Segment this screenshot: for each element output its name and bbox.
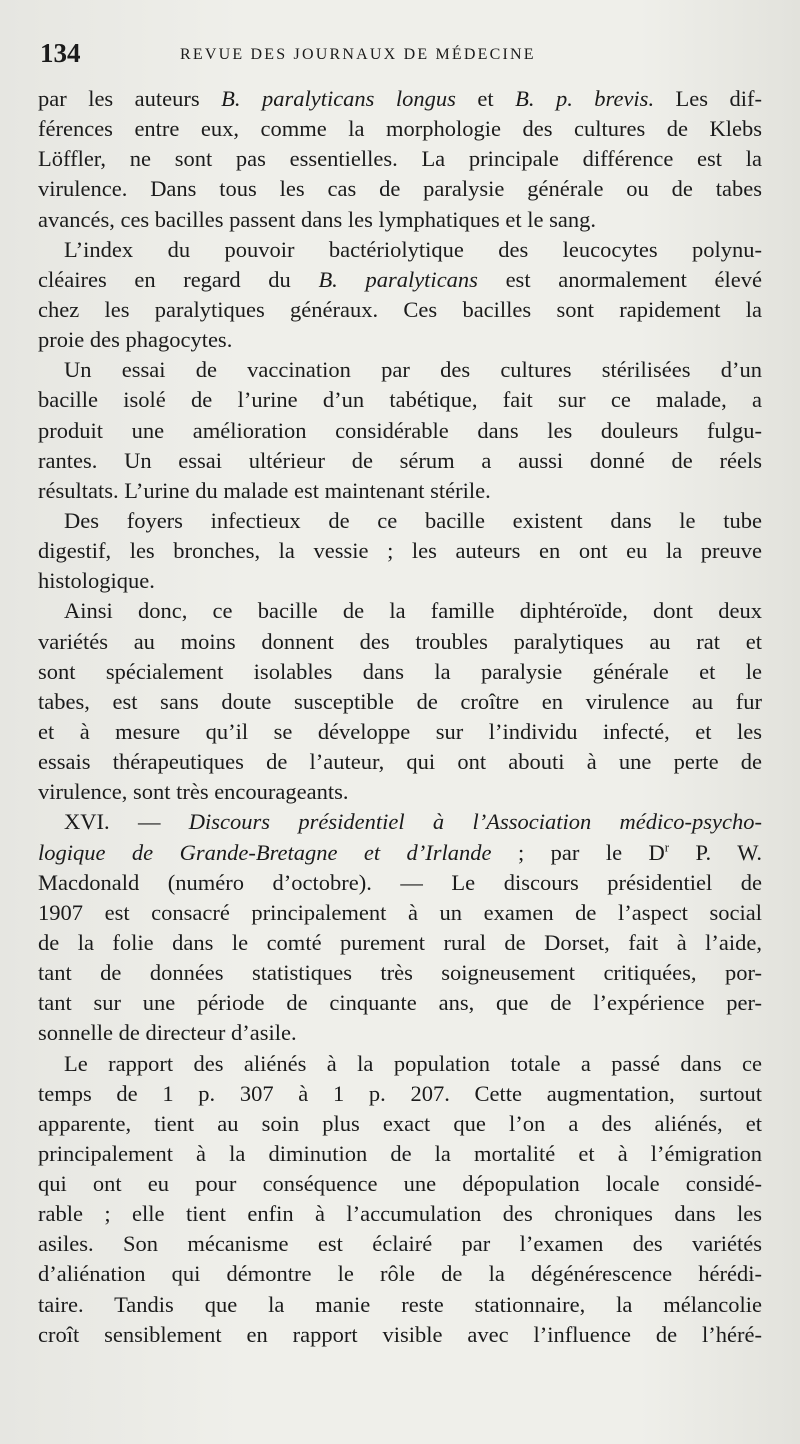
text-line xyxy=(38,1320,762,1350)
text-line xyxy=(38,1199,762,1229)
text-segment: principalement à la diminution de la mortalité et à l’émigration xyxy=(38,1140,762,1166)
text-segment: et xyxy=(455,86,516,111)
text-line xyxy=(38,928,762,958)
text-line xyxy=(38,1049,762,1079)
text-segment: sont spécialement isolables dans la paralysie générale et le xyxy=(38,658,762,684)
text-line xyxy=(38,385,762,415)
text-line xyxy=(38,777,762,807)
superscript-text: r xyxy=(664,839,670,855)
text-segment: Le rapport des aliénés à la population totale a passé dans ce xyxy=(64,1050,762,1076)
text-line xyxy=(38,536,762,566)
text-line xyxy=(38,958,762,988)
text-line xyxy=(38,898,762,928)
text-segment: tant sur une période de cinquante ans, que de l’expérience per- xyxy=(38,990,762,1016)
text-line xyxy=(38,1079,762,1109)
text-segment: d’aliénation qui démontre le rôle de la dégénérescence hérédi- xyxy=(38,1261,762,1287)
text-segment: L’index du pouvoir bactériolytique des leucocytes polynu- xyxy=(64,236,762,262)
text-line xyxy=(38,1169,762,1199)
text-segment: Les dif- xyxy=(654,86,762,111)
text-line xyxy=(38,657,762,687)
text-line xyxy=(38,596,762,626)
text-segment: cléaires en regard du xyxy=(38,266,319,292)
text-segment: tabes, est sans doute susceptible de croître en virulence au fur xyxy=(38,688,762,714)
text-segment: Un essai de vaccination par des cultures stérilisées d’un xyxy=(64,357,762,383)
italic-text: B. paralyticans longus xyxy=(221,86,456,111)
text-segment: essais thérapeutiques de l’auteur, qui ont abouti à une perte de xyxy=(38,749,762,775)
text-line xyxy=(38,295,762,325)
text-segment: 1907 est consacré principalement à un examen de l’aspect social xyxy=(38,899,762,925)
text-segment: P. W. xyxy=(669,839,762,865)
text-segment: qui ont eu pour conséquence une dépopulation locale considé- xyxy=(38,1171,762,1197)
text-line xyxy=(38,506,762,536)
text-line xyxy=(38,325,762,355)
text-line xyxy=(38,717,762,747)
text-line xyxy=(38,1018,762,1048)
text-line xyxy=(38,174,762,204)
text-segment: histologique. xyxy=(38,568,155,594)
text-segment: est anormalement élevé xyxy=(477,266,762,292)
text-segment: tant de données statistiques très soigneusement critiquées, por- xyxy=(38,960,762,986)
text-segment: virulence, sont très encourageants. xyxy=(38,779,349,805)
text-segment: chez les paralytiques généraux. Ces bacilles sont rapidement la xyxy=(38,296,762,322)
text-segment: taire. Tandis que la manie reste stationnaire, la mélancolie xyxy=(38,1291,762,1317)
text-segment: avancés, ces bacilles passent dans les lymphatiques et le sang. xyxy=(38,206,596,232)
text-segment: proie des phagocytes. xyxy=(38,327,233,353)
text-line xyxy=(38,416,762,446)
text-line xyxy=(38,265,762,295)
text-line xyxy=(38,747,762,777)
text-segment: Des foyers infectieux de ce bacille existent dans le tube xyxy=(64,507,762,533)
text-segment: temps de 1 p. 307 à 1 p. 207. Cette augmentation, surtout xyxy=(38,1080,762,1106)
text-segment: Ainsi donc, ce bacille de la famille diphtéroïde, dont deux xyxy=(64,598,762,624)
text-line xyxy=(38,566,762,596)
text-line xyxy=(38,1290,762,1320)
text-line xyxy=(38,84,762,114)
text-line xyxy=(38,988,762,1018)
text-segment: variétés au moins donnent des troubles paralytiques au rat et xyxy=(38,628,762,654)
text-segment: bacille isolé de l’urine d’un tabétique, fait sur ce malade, a xyxy=(38,387,762,413)
text-segment: apparente, tient au soin plus exact que l’on a des aliénés, et xyxy=(38,1110,762,1136)
text-segment: férences entre eux, comme la morphologie des cultures de Klebs xyxy=(38,116,762,142)
text-line xyxy=(38,807,762,837)
text-segment: par les auteurs xyxy=(38,86,222,111)
text-line xyxy=(38,1259,762,1289)
text-line xyxy=(38,687,762,717)
page-header xyxy=(40,38,760,74)
text-segment: rantes. Un essai ultérieur de sérum a aussi donné de réels xyxy=(38,447,762,473)
text-line xyxy=(38,1109,762,1139)
text-segment: produit une amélioration considérable dans les douleurs fulgu- xyxy=(38,417,762,443)
text-segment: résultats. L’urine du malade est maintenant stérile. xyxy=(38,477,491,503)
text-segment: rable ; elle tient enfin à l’accumulation des chroniques dans les xyxy=(38,1201,762,1227)
text-segment: Macdonald (numéro d’octobre). — Le discours présidentiel de xyxy=(38,869,762,895)
text-segment: virulence. Dans tous les cas de paralysie générale ou de tabes xyxy=(38,176,762,202)
italic-text: logique de Grande-Bretagne et d’Irlande xyxy=(38,839,492,865)
text-segment: ; par le D xyxy=(491,839,665,865)
text-line xyxy=(38,446,762,476)
text-segment: de la folie dans le comté purement rural de Dorset, fait à l’aide, xyxy=(38,929,762,955)
text-segment: asiles. Son mécanisme est éclairé par l’examen des variétés xyxy=(38,1231,762,1257)
text-segment: digestif, les bronches, la vessie ; les auteurs en ont eu la preuve xyxy=(38,538,762,564)
italic-text: Discours présidentiel à l’Association médico-psycho- xyxy=(188,809,762,835)
text-line xyxy=(38,868,762,898)
italic-text: B. paralyticans xyxy=(318,266,478,292)
text-line xyxy=(38,838,762,868)
text-segment: sonnelle de directeur d’asile. xyxy=(38,1020,297,1046)
italic-text: B. p. brevis. xyxy=(515,86,655,111)
text-line xyxy=(38,114,762,144)
text-line xyxy=(38,205,762,235)
text-line xyxy=(38,1229,762,1259)
text-line xyxy=(38,627,762,657)
text-line xyxy=(38,1139,762,1169)
running-title: REVUE DES JOURNAUX DE MÉDECINE xyxy=(180,46,536,63)
text-segment: et à mesure qu’il se développe sur l’individu infecté, et les xyxy=(38,718,762,744)
text-line xyxy=(38,355,762,385)
text-line xyxy=(38,144,762,174)
page-number: 134 xyxy=(40,38,81,68)
text-line xyxy=(38,235,762,265)
text-line xyxy=(38,476,762,506)
body-text xyxy=(38,84,762,1350)
text-segment: Löffler, ne sont pas essentielles. La principale différence est la xyxy=(38,146,762,172)
text-segment: XVI. — xyxy=(64,809,189,835)
text-segment: croît sensiblement en rapport visible avec l’influence de l’héré- xyxy=(38,1321,762,1347)
